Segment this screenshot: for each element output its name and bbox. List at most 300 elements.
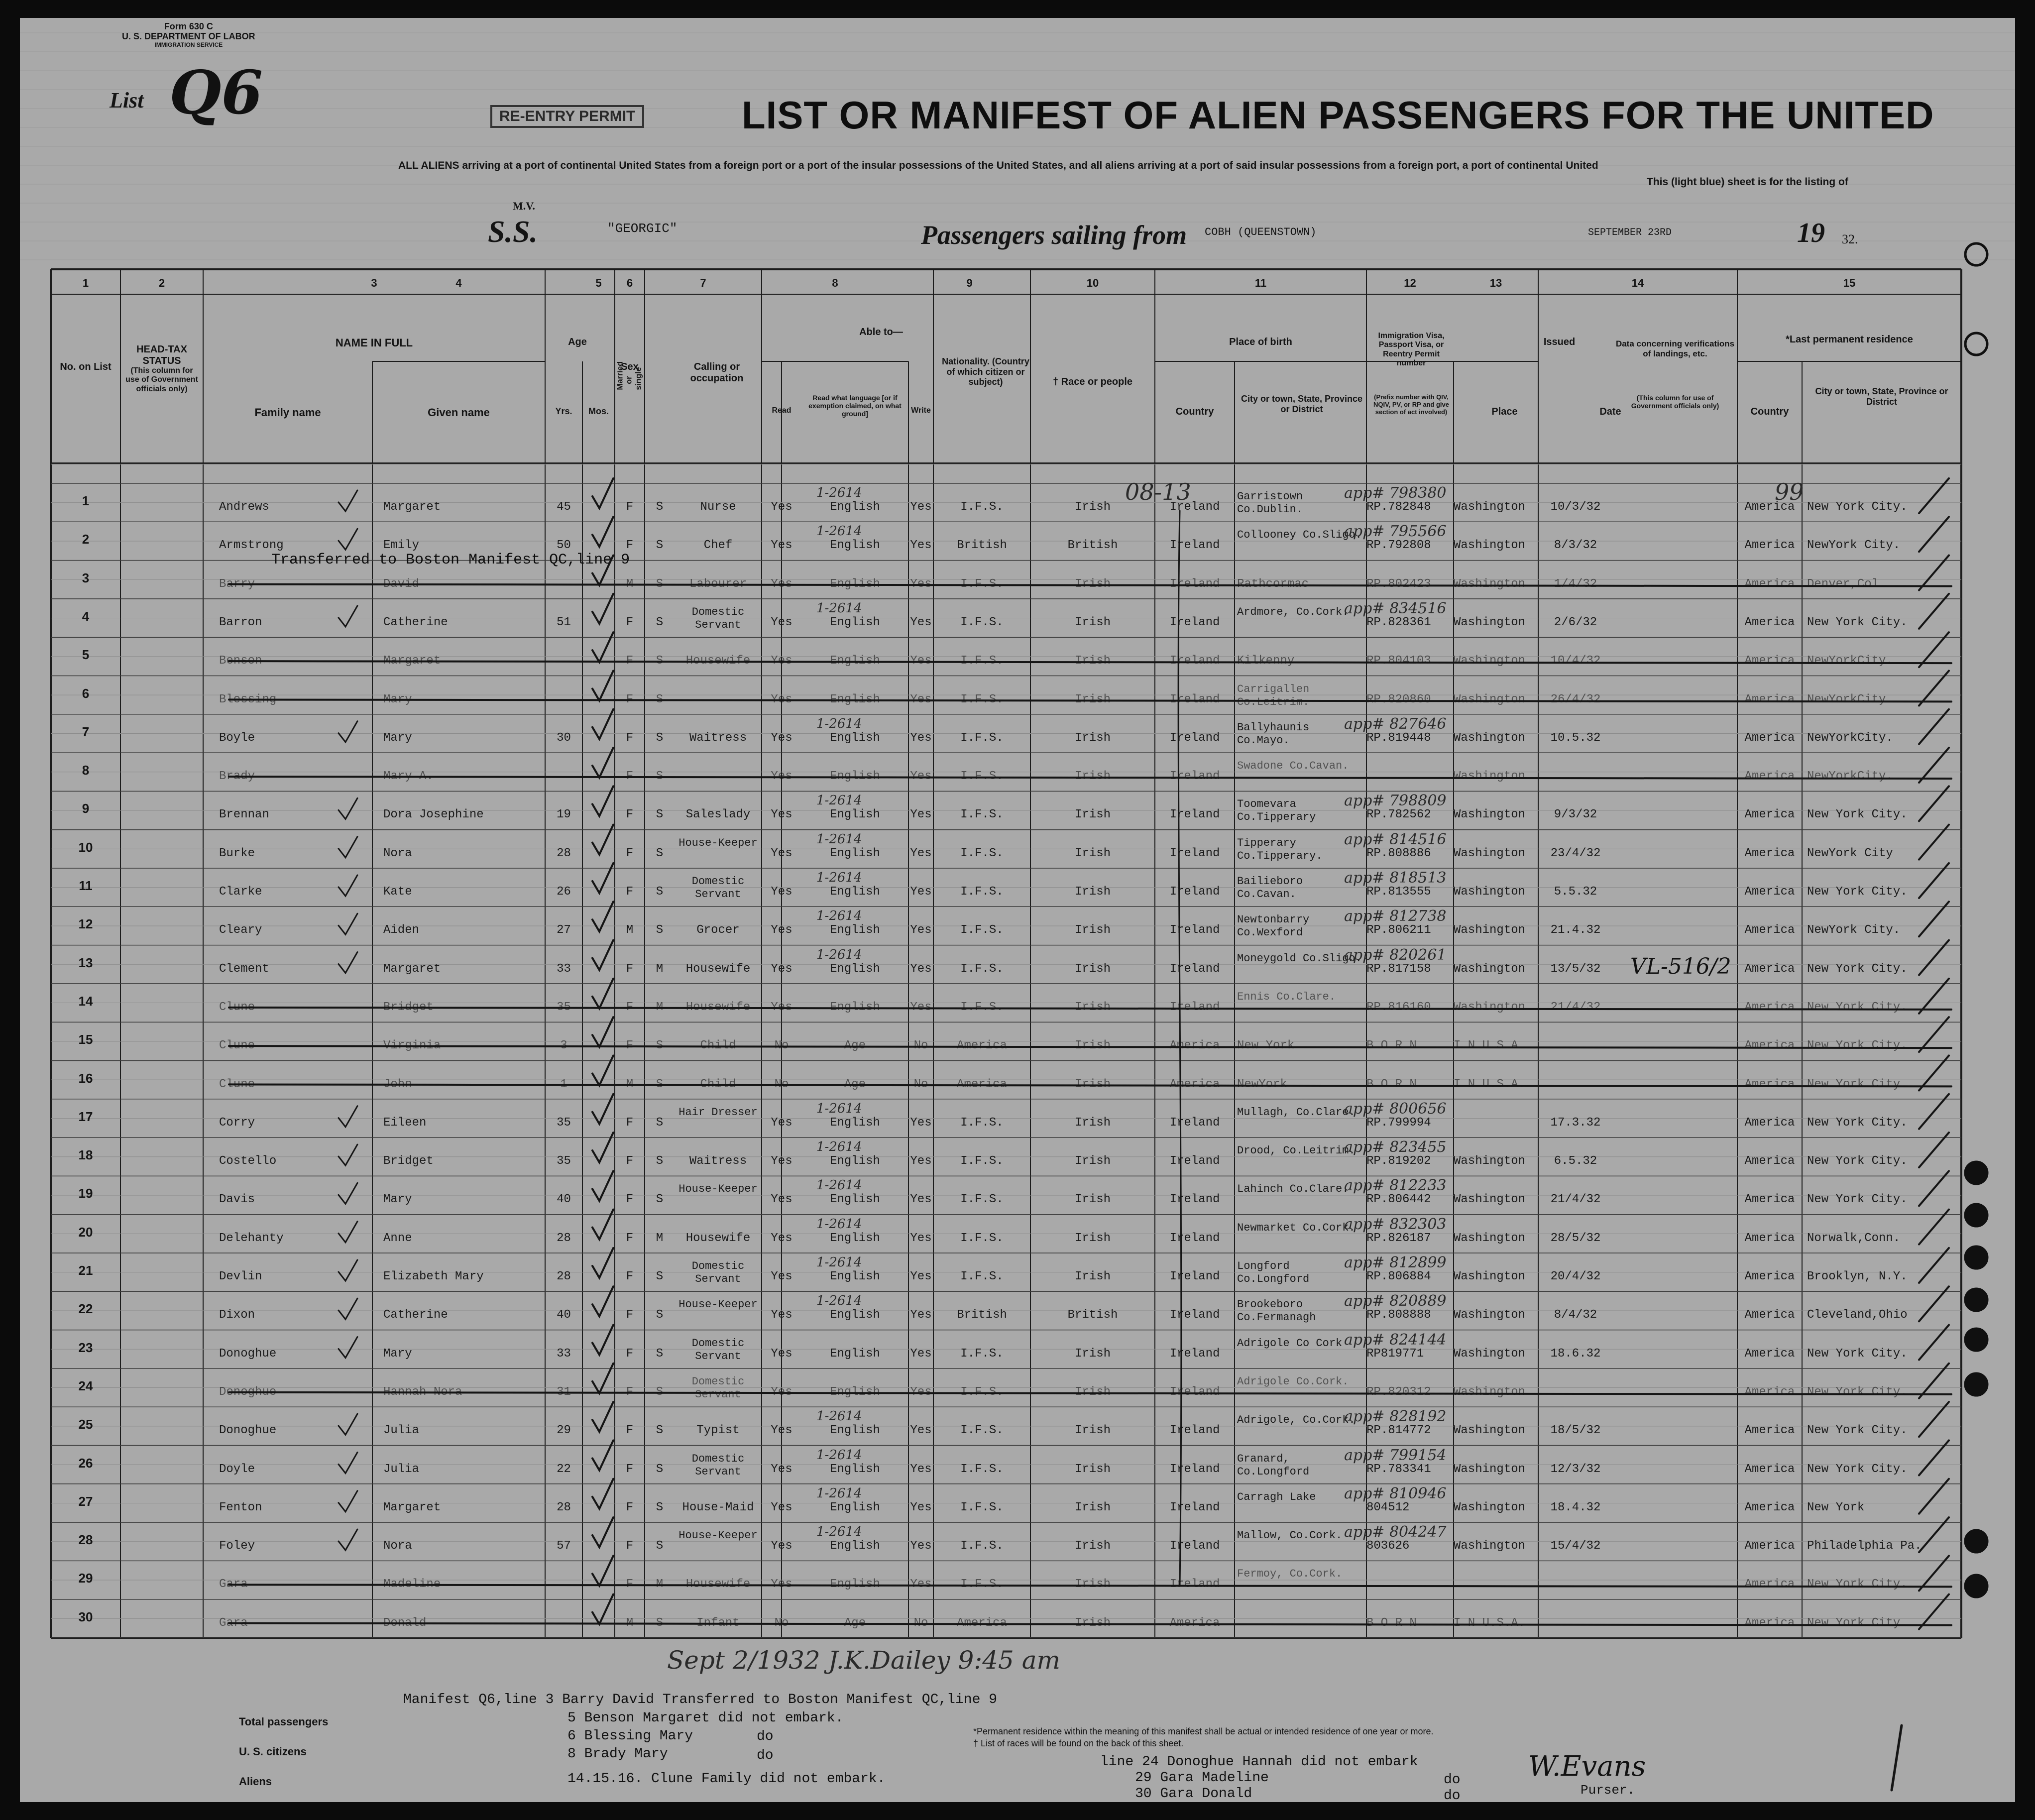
race: Irish bbox=[1074, 1385, 1111, 1399]
row-number: 18 bbox=[78, 1147, 93, 1163]
row-number: 27 bbox=[78, 1493, 93, 1509]
occupation: Domestic Servant bbox=[691, 875, 745, 901]
issued-place: I N U.S.A. bbox=[1454, 1077, 1526, 1091]
can-read: Yes bbox=[771, 808, 792, 822]
given-name: Catherine bbox=[383, 615, 448, 629]
family-name: Boyle bbox=[219, 731, 255, 745]
col-name-in-full: NAME IN FULL bbox=[335, 337, 413, 349]
visa-number: RP.828361 bbox=[1366, 615, 1431, 629]
given-name: David bbox=[383, 577, 420, 591]
occupation: Housewife bbox=[685, 962, 751, 976]
age-years: 40 bbox=[557, 1308, 571, 1322]
given-name: Mary bbox=[383, 692, 412, 706]
column-number-13: 13 bbox=[1489, 277, 1502, 289]
col-read-language: Read what language [or if exemption claimed, on what ground] bbox=[808, 394, 902, 418]
name-check-mark bbox=[339, 529, 357, 550]
row-number: 5 bbox=[82, 647, 90, 663]
strike-through-line bbox=[229, 1623, 1951, 1625]
age-years: 51 bbox=[557, 615, 571, 629]
marital-status: S bbox=[656, 1385, 664, 1399]
col-res-country: Country bbox=[1750, 406, 1789, 417]
family-name: Clement bbox=[219, 962, 269, 976]
row-number: 17 bbox=[78, 1109, 93, 1124]
check-mark bbox=[592, 1171, 613, 1201]
issued-date: 5.5.32 bbox=[1554, 885, 1597, 899]
col-nationality: Nationality. (Country of which citizen or subject) bbox=[942, 356, 1029, 387]
occupation: Domestic Servant bbox=[691, 1452, 745, 1478]
language-test-note: 1-2614 bbox=[816, 1216, 862, 1232]
row-number: 22 bbox=[78, 1301, 93, 1317]
given-name: Julia bbox=[383, 1424, 420, 1438]
nationality: I.F.S. bbox=[960, 1462, 1004, 1476]
name-check-mark bbox=[339, 1491, 357, 1512]
residence-country: America bbox=[1744, 1616, 1795, 1630]
can-write: No bbox=[913, 1039, 928, 1053]
can-write: Yes bbox=[910, 1500, 932, 1514]
can-read: Yes bbox=[771, 1193, 792, 1207]
visa-number: RP.826187 bbox=[1366, 1231, 1431, 1245]
birth-city: Ennis Co.Clare. bbox=[1237, 990, 1336, 1003]
race: Irish bbox=[1074, 846, 1111, 860]
can-write: Yes bbox=[910, 731, 932, 745]
marital-status: S bbox=[656, 1116, 664, 1130]
birth-country: Ireland bbox=[1169, 692, 1220, 706]
residence-city: Brooklyn, N.Y. bbox=[1807, 1270, 1908, 1283]
application-number-note: app# 818513 bbox=[1344, 869, 1447, 887]
issued-place: Washington bbox=[1454, 846, 1526, 860]
given-name: Anne bbox=[383, 1231, 412, 1245]
language-test-note: 1-2614 bbox=[816, 1255, 862, 1270]
residence-city: New York City. bbox=[1807, 500, 1908, 514]
age-years: 28 bbox=[557, 846, 571, 860]
name-check-mark bbox=[339, 952, 357, 973]
row-number: 4 bbox=[82, 608, 90, 624]
name-check-mark bbox=[339, 1529, 357, 1550]
can-read: No bbox=[774, 1077, 789, 1091]
margin-check-mark bbox=[1919, 1594, 1949, 1629]
nationality: I.F.S. bbox=[960, 1000, 1004, 1014]
vl-note: VL-516/2 bbox=[1630, 954, 1731, 979]
family-name: Donoghue bbox=[219, 1424, 277, 1438]
age-years: 57 bbox=[557, 1539, 571, 1553]
given-name: Hannah Nora bbox=[383, 1385, 462, 1399]
punch-hole-mark bbox=[1965, 1329, 1987, 1351]
margin-check-mark bbox=[1919, 517, 1949, 552]
strike-through-line bbox=[229, 1585, 1951, 1587]
can-read: Yes bbox=[771, 1424, 792, 1438]
birth-country: Ireland bbox=[1169, 846, 1220, 860]
read-language: English bbox=[830, 1270, 880, 1283]
occupation: Child bbox=[700, 1077, 736, 1091]
punch-hole-mark bbox=[1965, 1530, 1987, 1552]
birth-country: Ireland bbox=[1169, 770, 1220, 784]
nationality: I.F.S. bbox=[960, 654, 1004, 668]
visa-number: RP.819448 bbox=[1366, 731, 1431, 745]
birth-city: Adrigole, Co.Cork. bbox=[1237, 1414, 1356, 1427]
check-mark bbox=[592, 478, 613, 508]
race: Irish bbox=[1074, 692, 1111, 706]
race: Irish bbox=[1074, 1270, 1111, 1283]
marital-status: S bbox=[656, 846, 664, 860]
issued-place: I N U.S.A. bbox=[1454, 1039, 1526, 1053]
margin-check-mark bbox=[1919, 825, 1949, 860]
can-read: Yes bbox=[771, 1578, 792, 1592]
issued-place: Washington bbox=[1454, 577, 1526, 591]
language-test-note: 1-2614 bbox=[816, 909, 862, 924]
language-test-note: 1-2614 bbox=[816, 1178, 862, 1193]
column-number-11: 11 bbox=[1254, 277, 1267, 289]
issued-place: Washington bbox=[1454, 1000, 1526, 1014]
read-language: English bbox=[830, 770, 880, 784]
birth-city: Granard, Co.Longford bbox=[1237, 1452, 1310, 1478]
strike-through-line bbox=[229, 1084, 1951, 1086]
birth-country: Ireland bbox=[1169, 1270, 1220, 1283]
race: Irish bbox=[1074, 1193, 1111, 1207]
col-age-mos: Mos. bbox=[588, 406, 609, 416]
read-language: English bbox=[830, 654, 880, 668]
row-number: 12 bbox=[78, 916, 93, 932]
row-number: 28 bbox=[78, 1532, 93, 1548]
application-number-note: app# 812233 bbox=[1344, 1177, 1447, 1195]
nationality: British bbox=[957, 539, 1007, 553]
row-number: 20 bbox=[78, 1224, 93, 1240]
residence-city: New York City. bbox=[1807, 1039, 1908, 1053]
marital-status: S bbox=[656, 731, 664, 745]
race: British bbox=[1067, 539, 1118, 553]
marital-status: M bbox=[656, 962, 664, 976]
race: Irish bbox=[1074, 1462, 1111, 1476]
occupation: Chef bbox=[703, 539, 733, 553]
sex: F bbox=[626, 1347, 634, 1361]
read-language: English bbox=[830, 692, 880, 706]
read-language: English bbox=[830, 1347, 880, 1361]
read-language: English bbox=[830, 1385, 880, 1399]
col-issued-date: Date bbox=[1599, 406, 1621, 417]
marital-status: S bbox=[656, 1539, 664, 1553]
visa-number: RP.817158 bbox=[1366, 962, 1431, 976]
check-mark bbox=[592, 1248, 613, 1278]
col-head-tax-note: (This column for use of Government officials only) bbox=[125, 366, 198, 393]
marital-status: S bbox=[656, 1616, 664, 1630]
birth-country: Ireland bbox=[1169, 1500, 1220, 1514]
subtitle-line1: ALL ALIENS arriving at a port of continental United States from a foreign port or a port of the insular possessions of the United States, and all aliens arriving at a port of said insular possessions from a foreign port, a port of continental United bbox=[398, 160, 1598, 171]
col-issued: Issued bbox=[1543, 337, 1576, 347]
can-write: Yes bbox=[910, 1270, 932, 1283]
col-place-of-birth: Place of birth bbox=[1229, 337, 1292, 347]
language-test-note: 1-2614 bbox=[816, 485, 862, 500]
margin-check-mark bbox=[1919, 863, 1949, 898]
nationality: I.F.S. bbox=[960, 1270, 1004, 1283]
residence-country: America bbox=[1744, 923, 1795, 937]
occupation: Waitress bbox=[689, 1154, 747, 1168]
issued-place: Washington bbox=[1454, 962, 1526, 976]
year-prefix: 19 bbox=[1797, 218, 1825, 248]
residence-country: America bbox=[1744, 692, 1795, 706]
application-number-note: app# 812899 bbox=[1344, 1254, 1447, 1271]
can-write: Yes bbox=[910, 846, 932, 860]
port-of-departure: COBH (QUEENSTOWN) bbox=[1205, 226, 1317, 238]
issued-place: Washington bbox=[1454, 1500, 1526, 1514]
residence-country: America bbox=[1744, 808, 1795, 822]
name-check-mark bbox=[339, 875, 357, 896]
race: Irish bbox=[1074, 885, 1111, 899]
issued-date: 6.5.32 bbox=[1554, 1154, 1597, 1168]
birth-city: Garristown Co.Dublin. bbox=[1237, 490, 1303, 516]
margin-check-mark bbox=[1919, 1171, 1949, 1206]
birth-country: Ireland bbox=[1169, 1116, 1220, 1130]
can-write: Yes bbox=[910, 577, 932, 591]
residence-city: Norwalk,Conn. bbox=[1807, 1231, 1901, 1245]
can-write: Yes bbox=[910, 1154, 932, 1168]
issued-date: 2/6/32 bbox=[1554, 615, 1597, 629]
language-test-note: 1-2614 bbox=[816, 793, 862, 808]
family-name: Davis bbox=[219, 1193, 255, 1207]
residence-country: America bbox=[1744, 731, 1795, 745]
family-name: Foley bbox=[219, 1539, 255, 1553]
check-mark bbox=[592, 825, 613, 855]
application-number-note: app# 820889 bbox=[1344, 1292, 1447, 1310]
can-write: Yes bbox=[910, 770, 932, 784]
year-suffix: 32. bbox=[1842, 232, 1858, 246]
sex: F bbox=[626, 654, 634, 668]
row-number: 2 bbox=[82, 532, 90, 547]
row-number: 3 bbox=[82, 570, 90, 585]
column-number-9: 9 bbox=[966, 277, 973, 289]
can-read: Yes bbox=[771, 1308, 792, 1322]
residence-city: Denver,Col. bbox=[1807, 577, 1886, 591]
birth-city: Tipperary Co.Tipperary. bbox=[1237, 836, 1323, 862]
visa-number: RP.820860 bbox=[1366, 692, 1431, 706]
birth-country: Ireland bbox=[1169, 1000, 1220, 1014]
given-name: Bridget bbox=[383, 1154, 434, 1168]
check-mark bbox=[592, 940, 613, 970]
birth-country: Ireland bbox=[1169, 1424, 1220, 1438]
col-head-tax: HEAD-TAX STATUS bbox=[136, 344, 187, 366]
application-number-note: app# 795566 bbox=[1344, 523, 1447, 541]
col-res-city: City or town, State, Province or District bbox=[1815, 386, 1948, 407]
age-years: 3 bbox=[560, 1039, 567, 1053]
marital-status: S bbox=[656, 808, 664, 822]
application-number-note: app# 824144 bbox=[1344, 1331, 1447, 1349]
visa-number: RP.819202 bbox=[1366, 1154, 1431, 1168]
sex: F bbox=[626, 1578, 634, 1592]
occupation: Grocer bbox=[696, 923, 740, 937]
sex: M bbox=[626, 923, 634, 937]
check-mark bbox=[592, 632, 613, 662]
nationality: I.F.S. bbox=[960, 1385, 1004, 1399]
age-years: 33 bbox=[557, 962, 571, 976]
language-test-note: 1-2614 bbox=[816, 1524, 862, 1540]
residence-country: America bbox=[1744, 1154, 1795, 1168]
issued-place: Washington bbox=[1454, 615, 1526, 629]
row-number: 16 bbox=[78, 1070, 93, 1086]
birth-country: Ireland bbox=[1169, 1154, 1220, 1168]
given-name: Dora Josephine bbox=[383, 808, 484, 822]
col-read: Read bbox=[772, 406, 791, 415]
race: British bbox=[1067, 1308, 1118, 1322]
language-test-note: 1-2614 bbox=[816, 1293, 862, 1309]
issued-place: Washington bbox=[1454, 1385, 1526, 1399]
occupation: Nurse bbox=[700, 500, 736, 514]
margin-check-mark bbox=[1919, 1017, 1949, 1052]
marital-status: S bbox=[656, 1270, 664, 1283]
application-number-note: app# 798809 bbox=[1344, 792, 1447, 810]
occupation: Waitress bbox=[689, 731, 747, 745]
occupation: Hair Dresser bbox=[678, 1106, 758, 1119]
nationality: I.F.S. bbox=[960, 1154, 1004, 1168]
can-write: Yes bbox=[910, 885, 932, 899]
reentry-permit-stamp: RE-ENTRY PERMIT bbox=[490, 105, 644, 128]
margin-check-mark bbox=[1919, 556, 1949, 590]
family-name: Clune bbox=[219, 1039, 255, 1053]
nationality: I.F.S. bbox=[960, 615, 1004, 629]
race: Irish bbox=[1074, 654, 1111, 668]
race: Irish bbox=[1074, 577, 1111, 591]
occupation: Housewife bbox=[685, 1578, 751, 1592]
nationality: I.F.S. bbox=[960, 1116, 1004, 1130]
race: Irish bbox=[1074, 1231, 1111, 1245]
marital-status: S bbox=[656, 1077, 664, 1091]
issued-place: Washington bbox=[1454, 500, 1526, 514]
residence-country: America bbox=[1744, 1500, 1795, 1514]
sex: M bbox=[626, 1616, 634, 1630]
occupation: Labourer bbox=[689, 577, 747, 591]
margin-check-mark bbox=[1919, 1402, 1949, 1437]
column-number-12: 12 bbox=[1404, 277, 1416, 289]
birth-city: Moneygold Co.Sligo. bbox=[1237, 952, 1362, 965]
issued-place: Washington bbox=[1454, 808, 1526, 822]
race: Irish bbox=[1074, 923, 1111, 937]
age-years: 29 bbox=[557, 1424, 571, 1438]
margin-check-mark bbox=[1919, 1210, 1949, 1245]
marital-status: M bbox=[656, 1231, 664, 1245]
can-write: Yes bbox=[910, 1424, 932, 1438]
age-years: 45 bbox=[557, 500, 571, 514]
can-write: Yes bbox=[910, 1231, 932, 1245]
residence-country: America bbox=[1744, 1000, 1795, 1014]
residence-country: America bbox=[1744, 1039, 1795, 1053]
birth-city: Carrigallen Co.Leitrim. bbox=[1237, 682, 1310, 708]
family-name: Clune bbox=[219, 1077, 255, 1091]
can-write: Yes bbox=[910, 1000, 932, 1014]
given-name: Emily bbox=[383, 539, 420, 553]
residence-city: New York City. bbox=[1807, 1154, 1908, 1168]
handwritten-marks bbox=[20, 18, 2015, 1802]
row-number: 13 bbox=[78, 955, 93, 970]
can-read: Yes bbox=[771, 1231, 792, 1245]
issued-place: Washington bbox=[1454, 1347, 1526, 1361]
age-years: 35 bbox=[557, 1116, 571, 1130]
margin-check-mark bbox=[1919, 748, 1949, 783]
read-language: English bbox=[830, 846, 880, 860]
issued-date: 21/4/32 bbox=[1550, 1000, 1601, 1014]
race: Irish bbox=[1074, 615, 1111, 629]
read-language: English bbox=[830, 1154, 880, 1168]
can-write: Yes bbox=[910, 808, 932, 822]
nationality: British bbox=[957, 1308, 1007, 1322]
footer-note-8: 30 Gara Donald bbox=[1135, 1786, 1252, 1802]
sex: M bbox=[626, 1077, 634, 1091]
nationality: I.F.S. bbox=[960, 1347, 1004, 1361]
marital-status: S bbox=[656, 577, 664, 591]
margin-check-mark bbox=[1919, 478, 1949, 513]
row-number: 24 bbox=[78, 1378, 93, 1393]
residence-city: NewYork City bbox=[1807, 846, 1893, 860]
issued-place: Washington bbox=[1454, 1154, 1526, 1168]
row-number: 19 bbox=[78, 1186, 93, 1201]
sex: M bbox=[626, 577, 634, 591]
read-language: English bbox=[830, 500, 880, 514]
family-name: Barry bbox=[219, 577, 255, 591]
name-check-mark bbox=[339, 1106, 357, 1127]
residence-city: NewYorkCity. bbox=[1807, 692, 1893, 706]
can-write: Yes bbox=[910, 1539, 932, 1553]
age-years: 33 bbox=[557, 1347, 571, 1361]
family-name: Donoghue bbox=[219, 1347, 277, 1361]
age-years: 28 bbox=[557, 1231, 571, 1245]
race: Irish bbox=[1074, 731, 1111, 745]
issued-place: Washington bbox=[1454, 885, 1526, 899]
language-test-note: 1-2614 bbox=[816, 947, 862, 962]
family-name: Gara bbox=[219, 1616, 248, 1630]
residence-country: America bbox=[1744, 1193, 1795, 1207]
visa-number: RP.783341 bbox=[1366, 1462, 1431, 1476]
family-name: Clune bbox=[219, 1000, 255, 1014]
check-mark bbox=[592, 1325, 613, 1355]
marital-status: S bbox=[656, 1154, 664, 1168]
visa-number: RP.782562 bbox=[1366, 808, 1431, 822]
issued-place: Washington bbox=[1454, 770, 1526, 784]
birth-country: Ireland bbox=[1169, 923, 1220, 937]
row-number: 8 bbox=[82, 763, 90, 778]
strike-through-line bbox=[229, 661, 1951, 663]
row-number: 6 bbox=[82, 685, 90, 701]
issued-place: Washington bbox=[1454, 1308, 1526, 1322]
issued-place: Washington bbox=[1454, 923, 1526, 937]
column-number-10: 10 bbox=[1086, 277, 1099, 289]
punch-hole-mark bbox=[1965, 243, 1987, 265]
issued-date: 15/4/32 bbox=[1550, 1539, 1601, 1553]
can-read: Yes bbox=[771, 846, 792, 860]
can-read: Yes bbox=[771, 1462, 792, 1476]
residence-city: New York bbox=[1807, 1500, 1865, 1514]
residence-country: America bbox=[1744, 654, 1795, 668]
row-number: 9 bbox=[82, 801, 90, 816]
can-write: Yes bbox=[910, 1347, 932, 1361]
footer-do-4: do bbox=[1444, 1788, 1461, 1802]
race: Irish bbox=[1074, 1616, 1111, 1630]
read-language: English bbox=[830, 962, 880, 976]
check-mark bbox=[592, 748, 613, 778]
given-name: Margaret bbox=[383, 500, 441, 514]
row-number: 23 bbox=[78, 1340, 93, 1355]
margin-check-mark bbox=[1919, 1286, 1949, 1321]
can-read: Yes bbox=[771, 1000, 792, 1014]
residence-city: Cleveland,Ohio bbox=[1807, 1308, 1908, 1322]
language-test-note: 1-2614 bbox=[816, 600, 862, 616]
given-name: Margaret bbox=[383, 962, 441, 976]
can-write: No bbox=[913, 1077, 928, 1091]
can-read: Yes bbox=[771, 539, 792, 553]
sex: F bbox=[626, 1231, 634, 1245]
birth-country: Ireland bbox=[1169, 1347, 1220, 1361]
sex: F bbox=[626, 1462, 634, 1476]
family-name: Brady bbox=[219, 770, 255, 784]
occupation: Housewife bbox=[685, 1231, 751, 1245]
residence-city: New York City. bbox=[1807, 1578, 1908, 1592]
visa-number: RP819771 bbox=[1366, 1347, 1424, 1361]
race: Irish bbox=[1074, 808, 1111, 822]
